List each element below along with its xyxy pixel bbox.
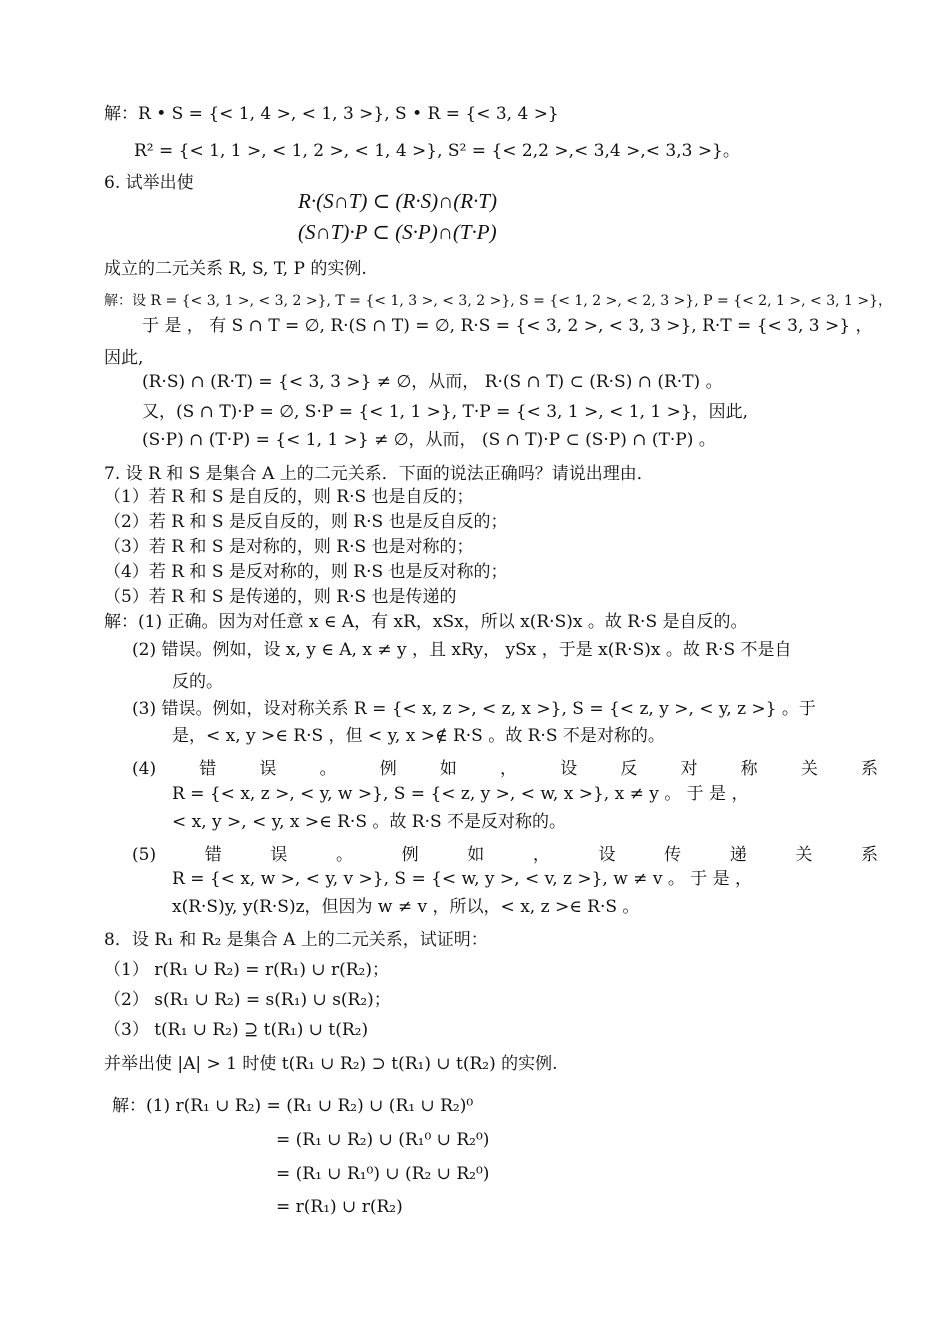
spread-word: 误 — [270, 845, 288, 865]
line-1: 解：R • S = {< 1, 4 >, < 1, 3 >}, S • R = {< 3, 4 >} — [104, 104, 559, 124]
line-33: （3） t(R₁ ∪ R₂) ⊇ t(R₁) ∪ t(R₂) — [104, 1020, 369, 1040]
spread-word: 如 — [439, 759, 457, 779]
line-37: = (R₁ ∪ R₁⁰) ∪ (R₂ ∪ R₂⁰) — [276, 1164, 490, 1184]
spread-word: 系 — [860, 759, 878, 779]
line-10: (R·S) ∩ (R·T) = {< 3, 3 >} ≠ ∅，从而， R·(S ∩ T) ⊂ (R·S) ∩ (R·T) 。 — [142, 372, 723, 392]
formula-1: R·(S∩T) ⊂ (R·S)∩(R·T) — [298, 189, 497, 213]
line-2: R² = {< 1, 1 >, < 1, 2 >, < 1, 4 >}, S² = {< 2,2 >,< 3,4 >,< 3,3 >}。 — [134, 141, 740, 161]
spread-word: 传 — [664, 845, 682, 865]
spread-word: 系 — [860, 845, 878, 865]
spread-word: ， — [500, 759, 518, 779]
line-18: （5）若 R 和 S 是传递的，则 R·S 也是传递的 — [104, 587, 457, 607]
spread-word: 递 — [729, 845, 747, 865]
line-14: （1）若 R 和 S 是自反的，则 R·S 也是自反的； — [104, 487, 474, 507]
spread-word: 。 — [319, 759, 337, 779]
spread-word: 对 — [680, 759, 698, 779]
line-19: 解：(1) 正确。因为对任意 x ∈ A，有 xR，xSx，所以 x(R·S)x 。故 R·S 是自反的。 — [104, 612, 748, 632]
spread-word: 例 — [379, 759, 397, 779]
line-22: (3) 错误。例如，设对称关系 R = {< x, z >, < z, x >}, S = {< z, y >, < y, z >} 。于 — [132, 699, 816, 719]
spread-word: 设 — [560, 759, 578, 779]
line-3: 6. 试举出使 — [104, 173, 194, 193]
line-34: 并举出使 |A| > 1 时使 t(R₁ ∪ R₂) ⊃ t(R₁) ∪ t(R₂) 的实例. — [104, 1054, 558, 1074]
spread-word: 误 — [259, 759, 277, 779]
spread-word: 称 — [740, 759, 758, 779]
line-16: （3）若 R 和 S 是对称的，则 R·S 也是对称的； — [104, 537, 474, 557]
line-11: 又，(S ∩ T)·P = ∅, S·P = {< 1, 1 >}, T·P = {< 3, 1 >, < 1, 1 >}，因此, — [142, 402, 749, 422]
spread-word: 错 — [199, 759, 217, 779]
line-24-spread — [132, 757, 878, 781]
line-28: R = {< x, w >, < y, v >}, S = {< w, y >, < v, z >}, w ≠ v 。 于 是 ， — [172, 869, 753, 889]
line-35: 解：(1) r(R₁ ∪ R₂) = (R₁ ∪ R₂) ∪ (R₁ ∪ R₂)⁰ — [112, 1096, 474, 1116]
line-29: x(R·S)y, y(R·S)z，但因为 w ≠ v ，所以，< x, z >∈ R·S 。 — [172, 897, 640, 917]
line-21: 反的。 — [172, 672, 223, 692]
line-12: (S·P) ∩ (T·P) = {< 1, 1 >} ≠ ∅，从而， (S ∩ T)·P ⊂ (S·P) ∩ (T·P) 。 — [142, 430, 716, 450]
spread-word: 例 — [401, 845, 419, 865]
formula-2: (S∩T)·P ⊂ (S·P)∩(T·P) — [298, 220, 497, 244]
line-8: 于 是 ， 有 S ∩ T = ∅, R·(S ∩ T) = ∅, R·S = {< 3, 2 >, < 3, 3 >}, R·T = {< 3, 3 >} ， — [142, 316, 873, 336]
spread-word: (5) — [132, 845, 157, 865]
line-6: 成立的二元关系 R, S, T, P 的实例. — [104, 259, 367, 279]
line-36: = (R₁ ∪ R₂) ∪ (R₁⁰ ∪ R₂⁰) — [276, 1130, 490, 1150]
line-31: （1） r(R₁ ∪ R₂) = r(R₁) ∪ r(R₂)； — [104, 960, 390, 980]
line-7: 解：设 R = {< 3, 1 >, < 3, 2 >}, T = {< 1, 3 >, < 3, 2 >}, S = {< 1, 2 >, < 2, 3 >}, P = {< 2, 1 >, < 3, 1 >}， — [104, 293, 893, 309]
spread-word: 错 — [204, 845, 222, 865]
spread-word: 如 — [467, 845, 485, 865]
spread-word: 设 — [598, 845, 616, 865]
spread-word: (4) — [132, 759, 157, 779]
line-26: < x, y >, < y, x >∈ R·S 。故 R·S 不是反对称的。 — [172, 812, 567, 832]
line-32: （2） s(R₁ ∪ R₂) = s(R₁) ∪ s(R₂)； — [104, 990, 391, 1010]
line-15: （2）若 R 和 S 是反自反的，则 R·S 也是反自反的； — [104, 512, 508, 532]
line-13: 7. 设 R 和 S 是集合 A 上的二元关系．下面的说法正确吗？请说出理由． — [104, 464, 654, 484]
line-38: = r(R₁) ∪ r(R₂) — [276, 1197, 403, 1217]
spread-word: 反 — [620, 759, 638, 779]
line-17: （4）若 R 和 S 是反对称的，则 R·S 也是反对称的； — [104, 562, 508, 582]
spread-word: 关 — [795, 845, 813, 865]
spread-word: 。 — [335, 845, 353, 865]
line-20: (2) 错误。例如，设 x, y ∈ A, x ≠ y ，且 xRy， ySx ，于是 x(R·S)x 。故 R·S 不是自 — [132, 640, 792, 660]
spread-word: ， — [532, 845, 550, 865]
spread-word: 关 — [800, 759, 818, 779]
line-25: R = {< x, z >, < y, w >}, S = {< z, y >, < w, x >}, x ≠ y 。 于 是 ， — [172, 784, 749, 804]
line-23: 是，< x, y >∈ R·S ，但 < y, x >∉ R·S 。故 R·S 不是对称的。 — [172, 726, 665, 746]
line-27-spread — [132, 843, 878, 867]
line-30: 8．设 R₁ 和 R₂ 是集合 A 上的二元关系，试证明： — [104, 930, 488, 950]
line-9: 因此, — [104, 348, 144, 368]
